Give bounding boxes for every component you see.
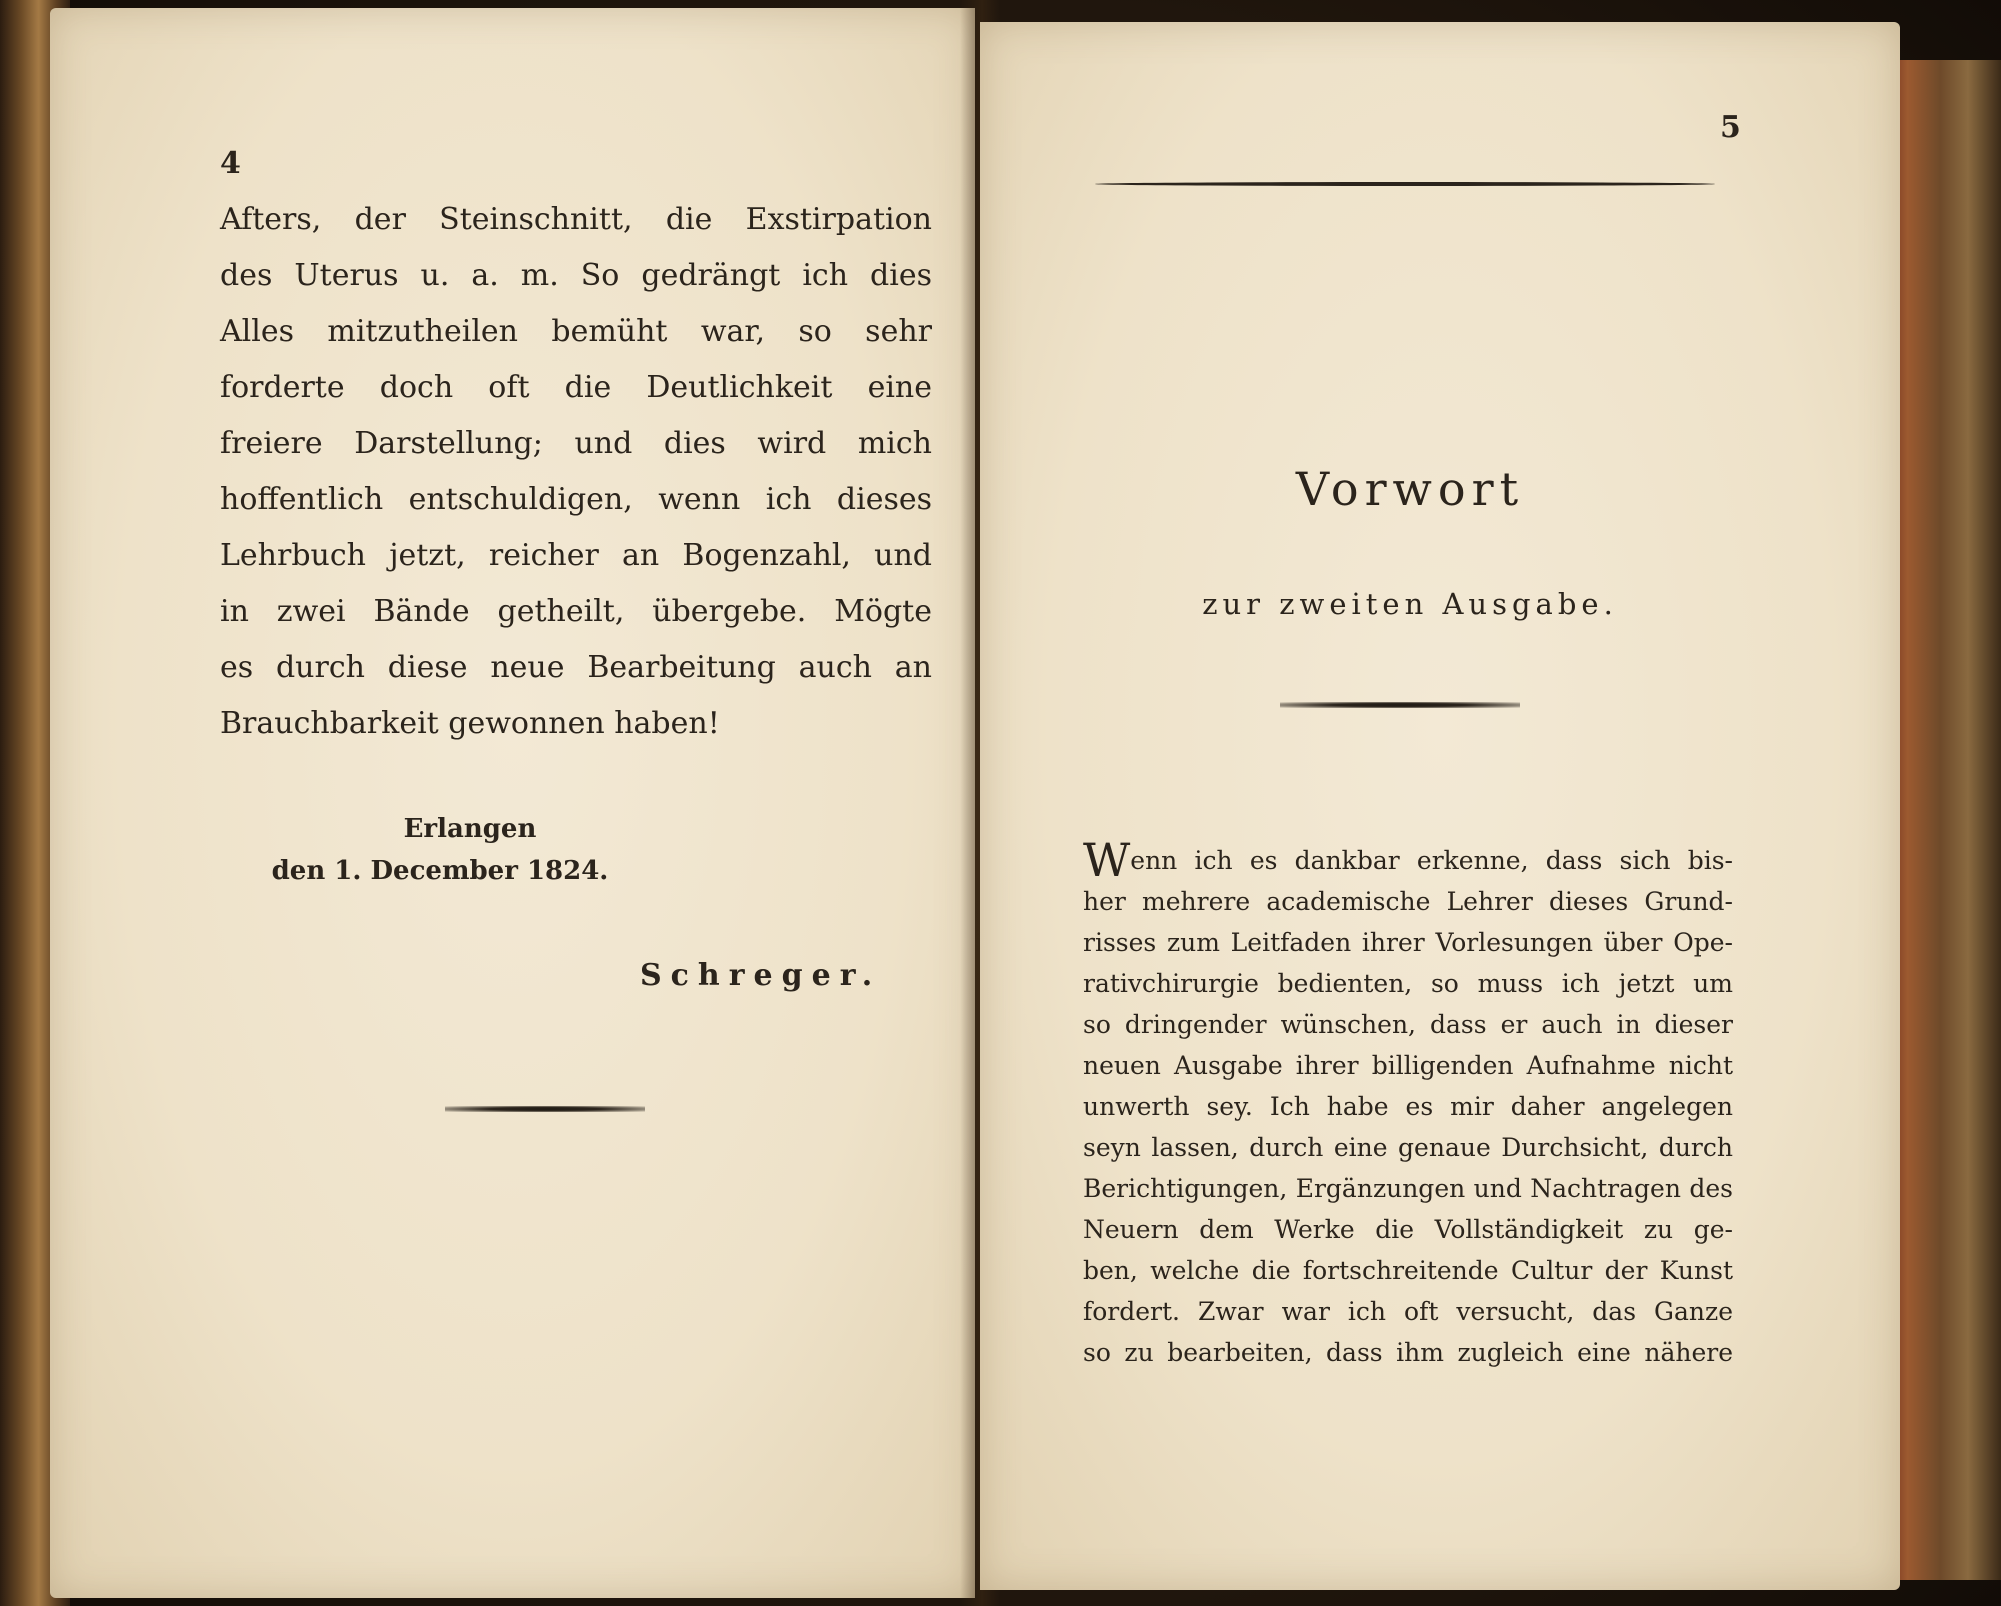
text-line: hoffentlich entschuldigen, wenn ich dieses [220,482,932,517]
page-number-left: 4 [220,146,241,181]
subheading: zur zweiten Ausgabe. [1202,587,1618,621]
right-page [980,22,1900,1590]
text-line: fordert. Zwar war ich oft versucht, das Ganze [1083,1297,1733,1326]
signature: Schreger. [640,958,882,993]
right-cover-edge [1891,60,2001,1580]
place-name: Erlangen [403,814,537,844]
text-line: risses zum Leitfaden ihrer Vorlesungen über Ope- [1083,928,1733,957]
text-line: unwerth sey. Ich habe es mir daher angelegen [1083,1092,1733,1121]
text-line: enn ich es dankbar erkenne, dass sich bis- [1130,846,1733,875]
text-line: des Uterus u. a. m. So gedrängt ich dies [220,258,932,293]
text-line: ben, welche die fortschreitende Cultur der Kunst [1083,1256,1733,1285]
left-page [50,8,975,1598]
text-line: rativchirurgie bedienten, so muss ich jetzt um [1083,969,1733,998]
header-rule [1095,182,1715,186]
text-line: Afters, der Steinschnitt, die Exstirpation [220,202,932,237]
text-line: Berichtigungen, Ergänzungen und Nachtragen des [1083,1174,1733,1203]
page-number-right: 5 [1720,110,1741,145]
left-body-text [220,192,932,752]
text-line: freiere Darstellung; und dies wird mich [220,426,932,461]
drop-cap: W [1083,833,1131,887]
text-line: Lehrbuch jetzt, reicher an Bogenzahl, und [220,538,932,573]
text-line: forderte doch oft die Deutlichkeit eine [220,370,932,405]
text-line: so zu bearbeiten, dass ihm zugleich eine nähere [1083,1338,1733,1367]
text-line: Brauchbarkeit gewonnen haben! [220,706,720,741]
text-line: Neuern dem Werke die Vollständigkeit zu ge- [1083,1215,1733,1244]
text-line-first [1083,833,1733,887]
date-line: den 1. December 1824. [271,856,609,886]
text-line: so dringender wünschen, dass er auch in dieser [1083,1010,1733,1039]
decorative-rule [1280,702,1520,708]
text-line: Alles mitzutheilen bemüht war, so sehr [220,314,932,349]
text-line: her mehrere academische Lehrer dieses Grund- [1083,887,1733,916]
decorative-rule [445,1106,645,1112]
right-body-text [1083,833,1733,1373]
text-line: in zwei Bände getheilt, übergebe. Mögte [220,594,932,629]
heading: Vorwort [1295,462,1525,516]
text-line: es durch diese neue Bearbeitung auch an [220,650,932,685]
text-line: neuen Ausgabe ihrer billigenden Aufnahme nicht [1083,1051,1733,1080]
text-line: seyn lassen, durch eine genaue Durchsicht, durch [1083,1133,1733,1162]
